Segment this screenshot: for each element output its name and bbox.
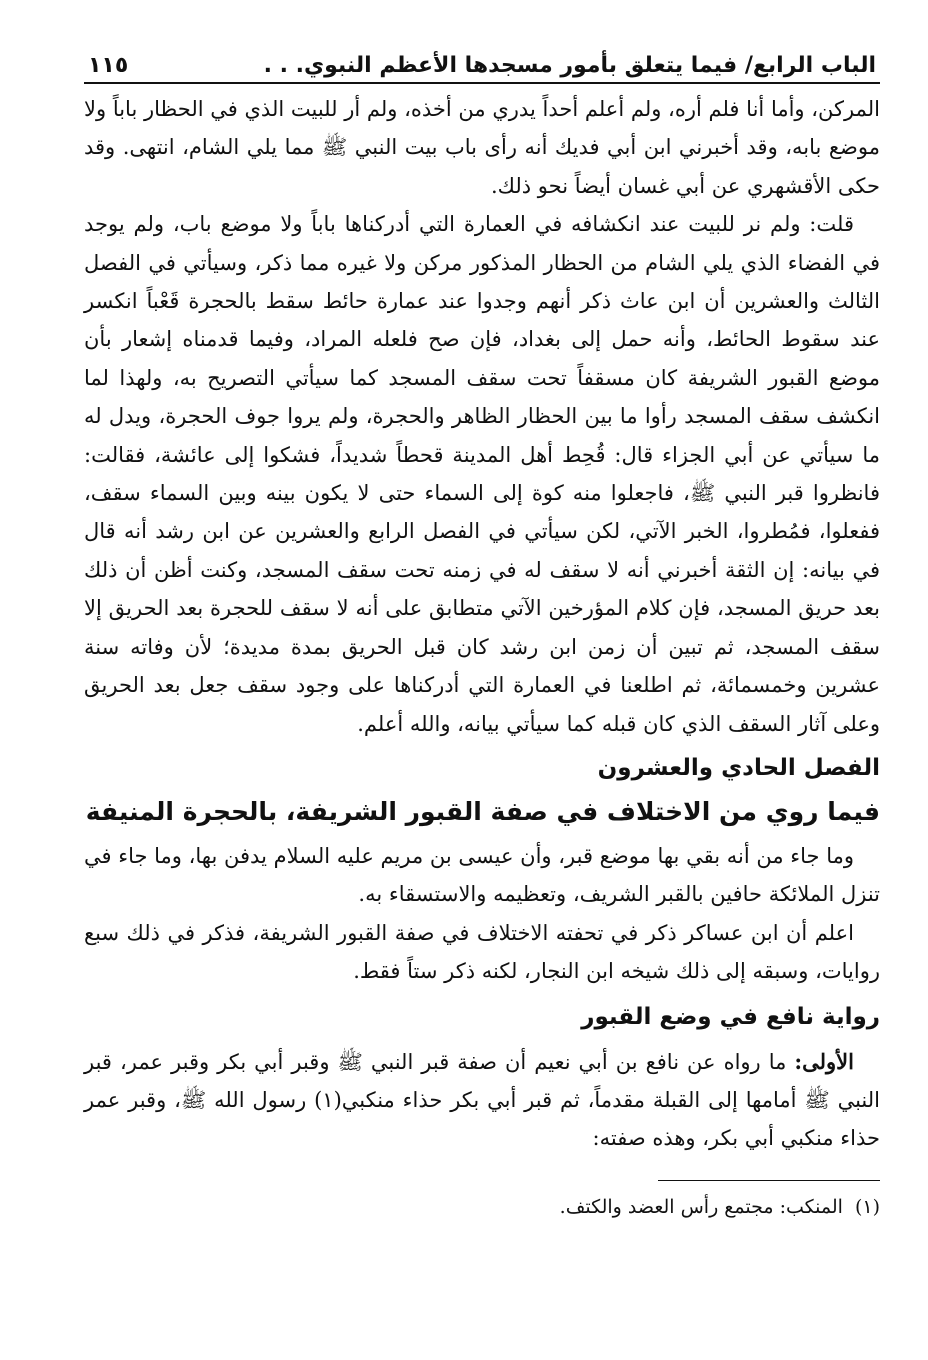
footnote-divider (658, 1180, 880, 1181)
page-number: ١١٥ (88, 53, 129, 78)
paragraph-first-narration (84, 1043, 880, 1158)
page-body (84, 90, 880, 1158)
paragraph-continuation: المركن، وأما أنا فلم أره، ولم أعلم أحداً يدري من أخذه، ولم أر للبيت الذي في الحظار باباً ولا موضع بابه، وقد أخبرني ابن أبي فديك أنه رأى باب بيت النبي ﷺ مما يلي الشام، انتهى. وقد حكى الأقشهري عن أبي غسان أيضاً نحو ذلك. (84, 97, 880, 198)
narration-lead-label: الأولى: (794, 1048, 854, 1074)
footnote-text: المنكب: مجتمع رأس العضد والكتف. (559, 1195, 843, 1218)
running-title: الباب الرابع/ فيما يتعلق بأمور مسجدها الأعظم النبوي. . . (263, 53, 876, 78)
paragraph-intro: وما جاء من أنه بقي بها موضع قبر، وأن عيسى بن مريم عليه السلام يدفن بها، وما جاء في تنزل الملائكة حافين بالقبر الشريف، وتعظيمه والاستسقاء به. (84, 843, 880, 907)
section-heading: رواية نافع في وضع القبور (581, 1003, 880, 1030)
book-page (84, 40, 880, 1223)
paragraph-ibn-asakir: اعلم أن ابن عساكر ذكر في تحفته الاختلاف في صفة القبور الشريفة، فذكر في ذلك سبع روايات، وسبقه إلى ذلك شيخه ابن النجار، لكنه ذكر ستاً فقط. (84, 920, 880, 984)
chapter-subtitle: فيما روي من الاختلاف في صفة القبور الشريفة، بالحجرة المنيفة (85, 796, 880, 826)
footnote-number: (١) (854, 1195, 880, 1218)
running-header (84, 40, 880, 84)
chapter-heading: الفصل الحادي والعشرون (597, 754, 880, 781)
narration-text: ما رواه عن نافع بن أبي نعيم أن صفة قبر النبي ﷺ وقبر أبي بكر وقبر عمر، قبر النبي ﷺ أمامها إلى القبلة مقدماً، ثم قبر أبي بكر حذاء منكبي(١) رسول الله ﷺ، وقبر عمر حذاء منكبي أبي بكر، وهذه صفته: (84, 1049, 880, 1151)
paragraph-qultu: قلت: ولم نر للبيت عند انكشافه في العمارة التي أدركناها باباً ولا موضع باب، ولم يوجد في الفضاء الذي يلي الشام من الحظار المذكور مركن ولا غيره مما ذكر، وسيأتي في الفصل الثالث والعشرين أن ابن عاث ذكر أنهم وجدوا عند عمارة حائط سقط بالحجرة قَعْباً انكسر عند سقوط الحائط، وأنه حمل إلى بغداد، فإن صح فلعله المراد، وفيما قدمناه إشعار بأن موضع القبور الشريفة كان مسقفاً تحت سقف المسجد كما سيأتي التصريح به، ولهذا لما انكشف سقف المسجد رأوا ما بين الحظار الظاهر والحجرة، ولم يروا جوف الحجرة، ويدل له ما سيأتي عن أبي الجزاء قال: قُحِط أهل المدينة قحطاً شديداً، فشكوا إلى عائشة، فقالت: فانظروا قبر النبي ﷺ، فاجعلوا منه كوة إلى السماء حتى لا يكون بينه وبين السماء سقف، ففعلوا، فمُطروا، الخبر الآتي، لكن سيأتي في الفصل الرابع والعشرين عن ابن رشد أنه قال في بيانه: إن الثقة أخبرني أنه لا سقف له في زمنه تحت سقف المسجد، وكنت أظن أن ذلك بعد حريق المسجد، فإن كلام المؤرخين الآتي متطابق على أنه لا سقف للحجرة بعد الحريق إلا سقف المسجد، ثم تبين أن زمن ابن رشد كان قبل الحريق بمدة مديدة؛ لأن وفاته سنة عشرين وخمسمائة، ثم اطلعنا في العمارة التي أدركناها على وجود سقف جعل بعد الحريق وعلى آثار السقف الذي كان قبله كما سيأتي بيانه، والله أعلم. (84, 212, 880, 736)
footnote (84, 1191, 880, 1223)
